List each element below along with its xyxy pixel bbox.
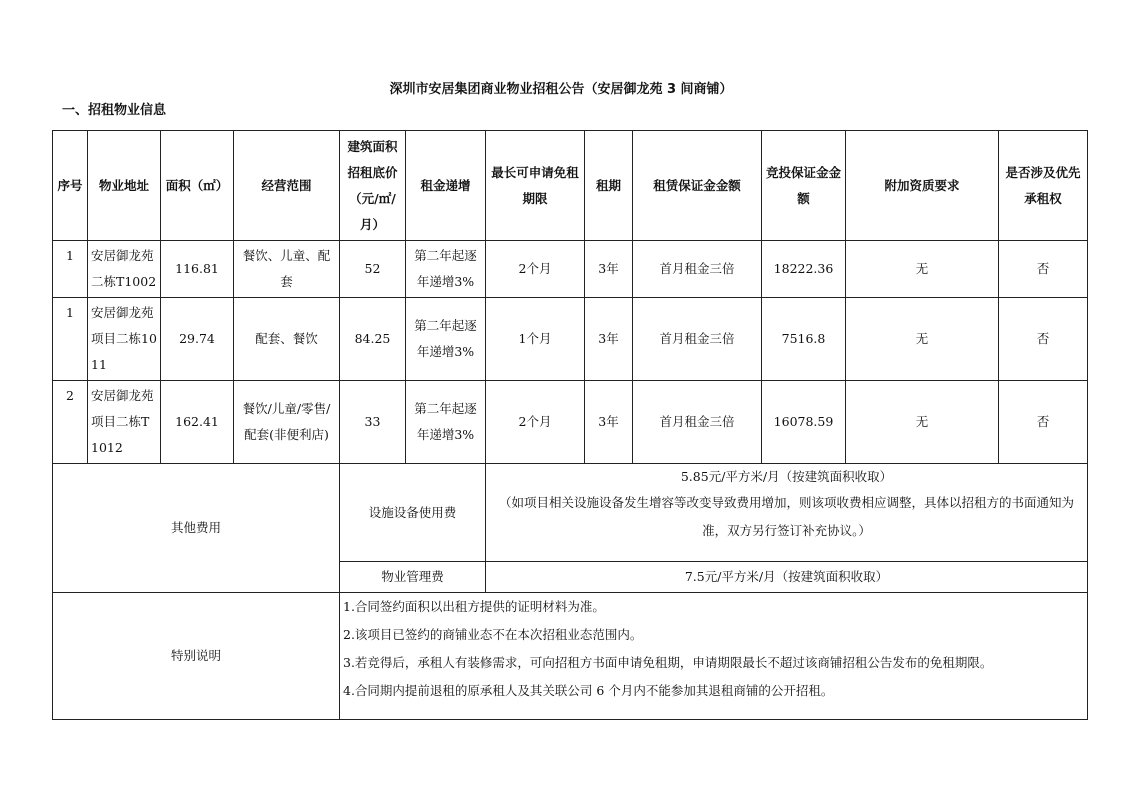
- cell-bid-deposit: 18222.36: [762, 241, 846, 298]
- special-note-item: 4.合同期内提前退租的原承租人及其关联公司 6 个月内不能参加其退租商铺的公开招租。: [343, 683, 834, 698]
- cell-scope: 餐饮/儿童/零售/配套(非便利店): [234, 381, 340, 464]
- cell-priority: 否: [999, 298, 1088, 381]
- cell-term: 3年: [585, 298, 633, 381]
- special-notes-row: [53, 593, 1088, 720]
- cell-bid-deposit: 7516.8: [762, 298, 846, 381]
- special-notes-list: [340, 593, 1088, 720]
- cell-seq: 1: [53, 298, 88, 381]
- cell-area: 116.81: [161, 241, 234, 298]
- facility-fee-cell: [486, 464, 1088, 562]
- special-note-item: 2.该项目已签约的商铺业态不在本次招租业态范围内。: [343, 627, 643, 642]
- document-title: 深圳市安居集团商业物业招租公告（安居御龙苑 3 间商铺）: [389, 82, 733, 97]
- header-deposit: 租赁保证金金额: [633, 131, 762, 241]
- management-fee-value: 7.5元/平方米/月（按建筑面积收取）: [486, 562, 1088, 593]
- cell-bid-deposit: 16078.59: [762, 381, 846, 464]
- table-row: [53, 241, 1088, 298]
- cell-priority: 否: [999, 381, 1088, 464]
- cell-base-price: 84.25: [340, 298, 406, 381]
- cell-address: 安居御龙苑项目二栋T1012: [88, 381, 161, 464]
- header-increase: 租金递增: [406, 131, 486, 241]
- table-row: [53, 381, 1088, 464]
- header-qualification: 附加资质要求: [846, 131, 999, 241]
- header-address: 物业地址: [88, 131, 161, 241]
- cell-area: 29.74: [161, 298, 234, 381]
- facility-fee-row: [53, 464, 1088, 562]
- header-seq: 序号: [53, 131, 88, 241]
- management-fee-label: 物业管理费: [340, 562, 486, 593]
- cell-base-price: 33: [340, 381, 406, 464]
- property-table: [52, 130, 1088, 720]
- cell-scope: 餐饮、儿童、配套: [234, 241, 340, 298]
- cell-scope: 配套、餐饮: [234, 298, 340, 381]
- header-row: [53, 131, 1088, 241]
- section-heading: 一、招租物业信息: [62, 103, 167, 118]
- cell-seq: 2: [53, 381, 88, 464]
- cell-deposit: 首月租金三倍: [633, 381, 762, 464]
- header-bid-deposit: 竞投保证金金额: [762, 131, 846, 241]
- cell-term: 3年: [585, 241, 633, 298]
- special-notes-label: 特别说明: [53, 593, 340, 720]
- facility-fee-value: 5.85元/平方米/月（按建筑面积收取）: [680, 469, 893, 484]
- cell-area: 162.41: [161, 381, 234, 464]
- cell-address: 安居御龙苑项目二栋1011: [88, 298, 161, 381]
- cell-seq: 1: [53, 241, 88, 298]
- cell-qualification: 无: [846, 381, 999, 464]
- cell-free-rent: 2个月: [486, 381, 585, 464]
- cell-qualification: 无: [846, 298, 999, 381]
- header-area: 面积（㎡）: [161, 131, 234, 241]
- cell-term: 3年: [585, 381, 633, 464]
- cell-increase: 第二年起逐年递增3%: [406, 381, 486, 464]
- facility-fee-label: 设施设备使用费: [340, 464, 486, 562]
- cell-increase: 第二年起逐年递增3%: [406, 298, 486, 381]
- header-term: 租期: [585, 131, 633, 241]
- header-base-price: 建筑面积招租底价（元/㎡/月）: [340, 131, 406, 241]
- header-free-rent: 最长可申请免租期限: [486, 131, 585, 241]
- header-scope: 经营范围: [234, 131, 340, 241]
- special-note-item: 1.合同签约面积以出租方提供的证明材料为准。: [343, 599, 605, 614]
- special-note-item: 3.若竞得后，承租人有装修需求，可向招租方书面申请免租期，申请期限最长不超过该商铺招租公告发布的免租期限。: [343, 655, 993, 670]
- cell-priority: 否: [999, 241, 1088, 298]
- cell-deposit: 首月租金三倍: [633, 298, 762, 381]
- facility-fee-note: （如项目相关设施设备发生增容等改变导致费用增加，则该项收费相应调整，具体以招租方的书面通知为准，双方另行签订补充协议。）: [498, 495, 1074, 538]
- header-priority: 是否涉及优先承租权: [999, 131, 1088, 241]
- cell-qualification: 无: [846, 241, 999, 298]
- table-row: [53, 298, 1088, 381]
- cell-deposit: 首月租金三倍: [633, 241, 762, 298]
- cell-free-rent: 2个月: [486, 241, 585, 298]
- cell-free-rent: 1个月: [486, 298, 585, 381]
- cell-address: 安居御龙苑二栋T1002: [88, 241, 161, 298]
- cell-increase: 第二年起逐年递增3%: [406, 241, 486, 298]
- cell-base-price: 52: [340, 241, 406, 298]
- other-fees-label: 其他费用: [53, 464, 340, 593]
